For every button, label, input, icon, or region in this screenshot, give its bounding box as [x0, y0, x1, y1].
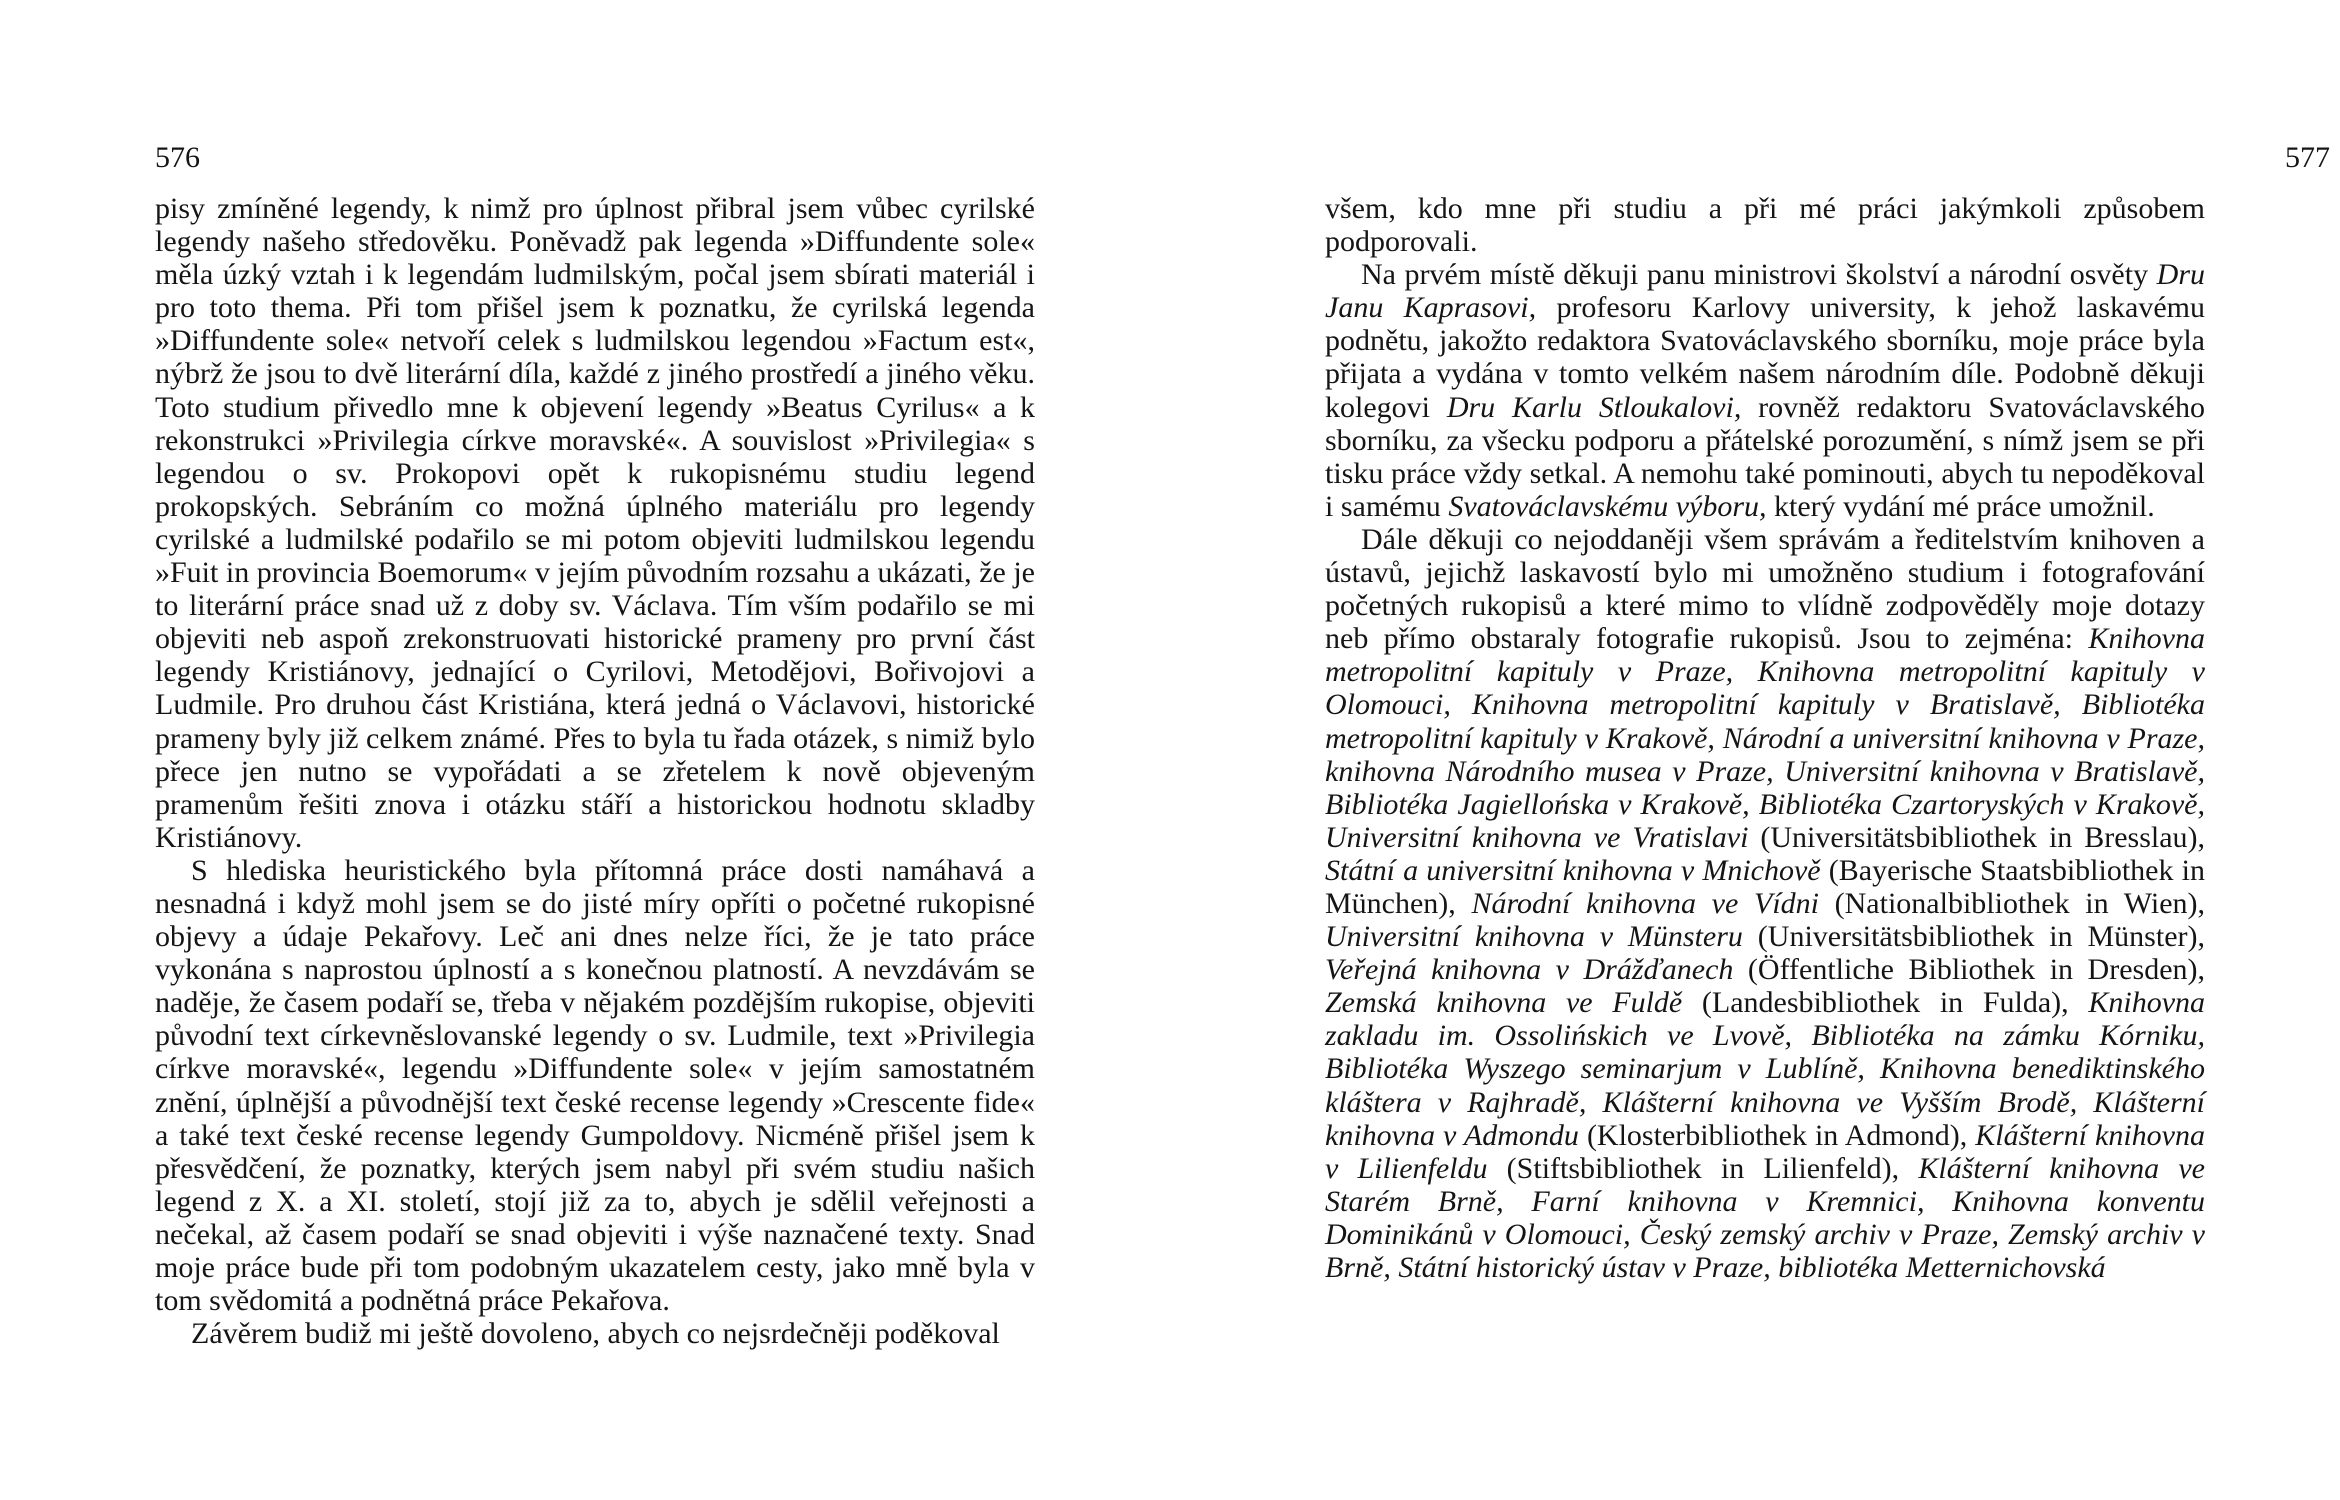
- text-run: Dále děkuji co nejoddaněji všem správám a ředitelstvím knihoven a ústavů, jejichž laskavostí bylo mi umožněno studium i fotografování početných rukopisů a které mimo to vlídně zodpověděly moje dotazy neb přímo obstaraly fotografie rukopisů. Jsou to zejména:: [1325, 522, 2205, 656]
- paragraph: [1325, 258, 2205, 523]
- text-run: rovněž redaktoru Svatováclavského sborníku, za všecku podporu a přátelské porozumění, s nímž jsem se při tisku práce vždy setkal. A nemohu také pominouti, abych tu nepoděkoval i samému: [1325, 390, 2205, 523]
- text-run: (Stiftsbibliothek in Lilienfeld),: [1487, 1151, 1919, 1185]
- paragraph: Závěrem budiž mi ještě dovoleno, abych co nejsrdečněji poděkoval: [191, 1317, 1000, 1351]
- text-run: který vydání mé práce umožnil.: [1766, 489, 2155, 523]
- italic-text-run: Zemská knihovna ve Fuldě: [1325, 986, 1683, 1020]
- italic-text-run: Veřejná knihovna v Drážďanech: [1325, 953, 1734, 987]
- text-run: (Klosterbibliothek in Admond),: [1578, 1118, 1976, 1152]
- text-run: (Nationalbibliothek in Wien),: [1818, 886, 2205, 920]
- italic-text-run: Národní knihovna ve Vídni: [1471, 886, 1819, 920]
- italic-text-run: Státní a universitní knihovna v Mnichově: [1325, 853, 1821, 887]
- text-run: (Universitätsbibliothek in Münster),: [1742, 920, 2205, 954]
- italic-text-run: Klášterní knihovna v Lilienfeldu: [1325, 1118, 2205, 1185]
- italic-text-run: Klášterní knihovna ve Starém Brně, Farní knihovna v Kremnici, Knihovna konventu Dominikánů v Olomouci, Český zemský archiv v Praze, Zemský archiv v Brně, Státní historický ústav v Praze, bibliotéka Metternichovská: [1325, 1151, 2205, 1284]
- text-run: profesoru Karlovy university, k jehož laskavému podnětu, jakožto redaktora Svatováclavského sborníku, moje práce byla přijata a vydána v tomto velkém našem národním díle. Podobně děkuji kolegovi: [1325, 291, 2206, 424]
- left-page-text: [155, 192, 1035, 1350]
- text-run: Na prvém místě děkuji panu ministrovi školství a národní osvěty: [1361, 258, 2157, 292]
- text-run: všem, kdo mne při studiu a při mé práci jakýmkoli způsobem podporovali.: [1325, 192, 2205, 259]
- page-number: 576: [155, 141, 200, 174]
- italic-text-run: Knihovna zakladu im. Ossolińskich ve Lvově, Bibliotéka na zámku Kórniku, Bibliotéka Wyszego seminarjum v Lublíně, Knihovna benediktinského kláštera v Rajhradě, Klášterní knihovna ve Vyšším Brodě, Klášterní knihovna v Admondu: [1325, 986, 2206, 1152]
- text-run: (Universitätsbibliothek in Bresslau),: [1748, 820, 2206, 854]
- text-run: (Bayerische Staatsbibliothek in München),: [1325, 853, 2205, 920]
- paragraph: pisy zmíněné legendy, k nimž pro úplnost přibral jsem vůbec cyrilské legendy našeho středověku. Poněvadž pak legenda »Diffundente sole« měla úzký vztah i k legendám ludmilským, počal jsem sbírati materiál i pro toto thema. Při tom přišel jsem k poznatku, že cyrilská legenda »Diffundente sole« netvoří celek s ludmilskou legendou »Factum est«, nýbrž že jsou to dvě literární díla, každé z jiného prostředí a jiného věku. Toto studium přivedlo mne k objevení legendy »Beatus Cyrilus« a k rekonstrukci »Privilegia církve moravské«. A souvislost »Privilegia« s legendou o sv. Prokopovi opět k rukopisnému studiu legend prokopských. Sebráním co možná úplného materiálu pro legendy cyrilské a ludmilské podařilo se mi potom objeviti ludmilskou legendu »Fuit in provincia Boemorum« v jejím původním rozsahu a ukázati, že je to literární práce snad už z doby sv. Václava. Tím vším podařilo se mi objeviti neb aspoň zrekonstruovati historické prameny pro první část legendy Kristiánovy, jednající o Cyrilovi, Metodějovi, Bořivojovi a Ludmile. Pro druhou část Kristiána, která jedná o Václavovi, historické prameny byly již celkem známé. Přes to byla tu řada otázek, s nimiž bylo přece jen nutno se vypořádati a se zřetelem k nově objeveným pramenům řešiti znova i otázku stáří a historickou hodnotu skladby Kristiánovy.: [155, 192, 1035, 854]
- paragraph: S hlediska heuristického byla přítomná práce dosti namáhavá a nesnadná i když mohl jsem se do jisté míry opříti o početné rukopisné objevy a údaje Pekařovy. Leč ani dnes nelze říci, že je tato práce vykonána s naprostou úplností a s konečnou platností. A nevzdávám se naděje, že časem podaří se, třeba v nějakém pozdějším rukopise, objeviti původní text církevněslovanské legendy o sv. Ludmile, text »Privilegia církve moravské«, legendu »Diffundente sole« v jejím samostatném znění, úplnější a původnější text české recense legendy »Crescente fide« a také text české recense legendy Gumpoldovy. Nicméně přišel jsem k přesvědčení, že poznatky, kterých jsem nabyl při svém studiu našich legend z X. a XI. století, stojí již za to, abych je sdělil veřejnosti a nečekal, až časem podaří se snad objeviti i výše naznačené texty. Snad moje práce bude při tom podobným ukazatelem cesty, jako mně byla v tom svědomitá a podnětná práce Pekařova.: [155, 853, 1035, 1318]
- text-run: (Öffentliche Bibliothek in Dresden),: [1733, 953, 2206, 987]
- paragraph: [1325, 523, 2205, 1284]
- page-number: 577: [2285, 141, 2330, 174]
- italic-text-run: Dru Janu Kaprasovi,: [1325, 258, 2205, 325]
- italic-text-run: Knihovna metropolitní kapituly v Praze, Knihovna metropolitní kapituly v Olomouci, Knihovna metropolitní kapituly v Bratislavě, Bibliotéka metropolitní kapituly v Krakově, Národní a universitní knihovna v Praze, knihovna Národního musea v Praze, Universitní knihovna v Bratislavě, Bibliotéka Jagiellońska v Krakově, Bibliotéka Czartoryských v Krakově, Universitní knihovna ve Vratislavi: [1325, 622, 2205, 854]
- italic-text-run: Universitní knihovna v Münsteru: [1325, 920, 1743, 954]
- italic-text-run: Svatováclavskému výboru,: [1448, 489, 1767, 523]
- paragraph: [1325, 192, 2205, 258]
- text-run: (Landesbibliothek in Fulda),: [1682, 986, 2089, 1020]
- right-page-text: [1325, 192, 2205, 1284]
- right-page: [1170, 0, 2340, 1500]
- italic-text-run: Dru Karlu Stloukalovi,: [1446, 390, 1742, 424]
